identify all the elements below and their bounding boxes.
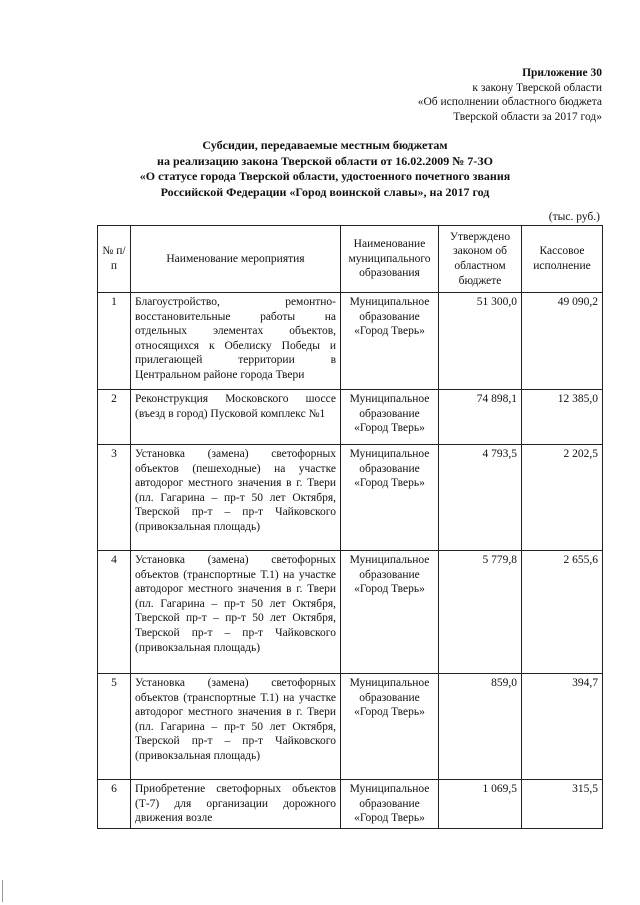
row-executed: 315,5 [522,780,603,829]
table-row [98,390,603,445]
row-org: Муниципальное образование «Город Тверь» [341,293,439,390]
appendix-line-3: Тверской области за 2017 год» [453,110,602,123]
row-name: Установка (замена) светофорных объектов (транспортные Т.1) на участке автодорог местного значения в г. Твери (пл. Гагарина – пр-т 50 лет Октября, Тверской пр-т – пр-т 50 лет Октября, Тверской пр-т – пр-т Чайковского (привокзальная площадь) [131,551,341,674]
table-row [98,445,603,551]
row-num: 1 [98,293,131,390]
row-name: Установка (замена) светофорных объектов (пешеходные) на участке автодорог местного значения в г. Твери (пл. Гагарина – пр-т 50 лет Октября, Тверской пр-т – пр-т Чайковского (привокзальная площадь) [131,445,341,551]
row-org: Муниципальное образование «Город Тверь» [341,780,439,829]
row-approved: 859,0 [439,674,522,780]
table-row [98,674,603,780]
row-num: 6 [98,780,131,829]
appendix-line-1: к закону Тверской области [472,81,602,94]
title-line-2: на реализацию закона Тверской области от 16.02.2009 № 7-ЗО [157,153,493,168]
appendix-header [302,66,602,124]
header-approved: Утверждено законом об областном бюджете [439,226,522,293]
title-line-4: Российской Федерации «Город воинской славы», на 2017 год [160,184,490,199]
document-title [100,138,550,200]
row-name: Установка (замена) светофорных объектов (транспортные Т.1) на участке автодорог местного значения в г. Твери (пл. Гагарина – пр-т 50 лет Октября, Тверской пр-т – пр-т Чайковского (привокзальная площадь) [131,674,341,780]
appendix-line-2: «Об исполнении областного бюджета [417,96,602,108]
row-name: Благоустройство, ремонтно-восстановительные работы на отдельных элементах объектов, относящихся к Обелиску Победы и прилегающей территории в Центральном районе города Твери [131,293,341,390]
appendix-number: Приложение 30 [522,67,602,79]
units-label: (тыс. руб.) [548,211,600,223]
row-num: 2 [98,390,131,445]
row-approved: 1 069,5 [439,780,522,829]
row-executed: 2 655,6 [522,551,603,674]
row-executed: 394,7 [522,674,603,780]
row-org: Муниципальное образование «Город Тверь» [341,674,439,780]
row-num: 5 [98,674,131,780]
header-name: Наименование мероприятия [131,226,341,293]
title-line-1: Субсидии, передаваемые местным бюджетам [202,138,448,152]
table-row [98,780,603,829]
row-name: Приобретение светофорных объектов (Т-7) для организации дорожного движения возле [131,780,341,829]
row-approved: 51 300,0 [439,293,522,390]
subsidies-table [97,225,603,829]
row-executed: 49 090,2 [522,293,603,390]
row-org: Муниципальное образование «Город Тверь» [341,551,439,674]
row-org: Муниципальное образование «Город Тверь» [341,445,439,551]
row-approved: 74 898,1 [439,390,522,445]
row-num: 4 [98,551,131,674]
header-org: Наименование муниципального образования [341,226,439,293]
row-approved: 4 793,5 [439,445,522,551]
row-executed: 2 202,5 [522,445,603,551]
row-executed: 12 385,0 [522,390,603,445]
title-line-3: «О статусе города Тверской области, удостоенного почетного звания [139,169,511,183]
table-row [98,293,603,390]
header-executed: Кассовое исполнение [522,226,603,293]
table-row [98,551,603,674]
row-name: Реконструкция Московского шоссе (въезд в город) Пусковой комплекс №1 [131,390,341,445]
table-header-row [98,226,603,293]
row-num: 3 [98,445,131,551]
scan-edge-mark [2,880,3,902]
row-approved: 5 779,8 [439,551,522,674]
row-org: Муниципальное образование «Город Тверь» [341,390,439,445]
header-num: № п/п [98,226,131,293]
